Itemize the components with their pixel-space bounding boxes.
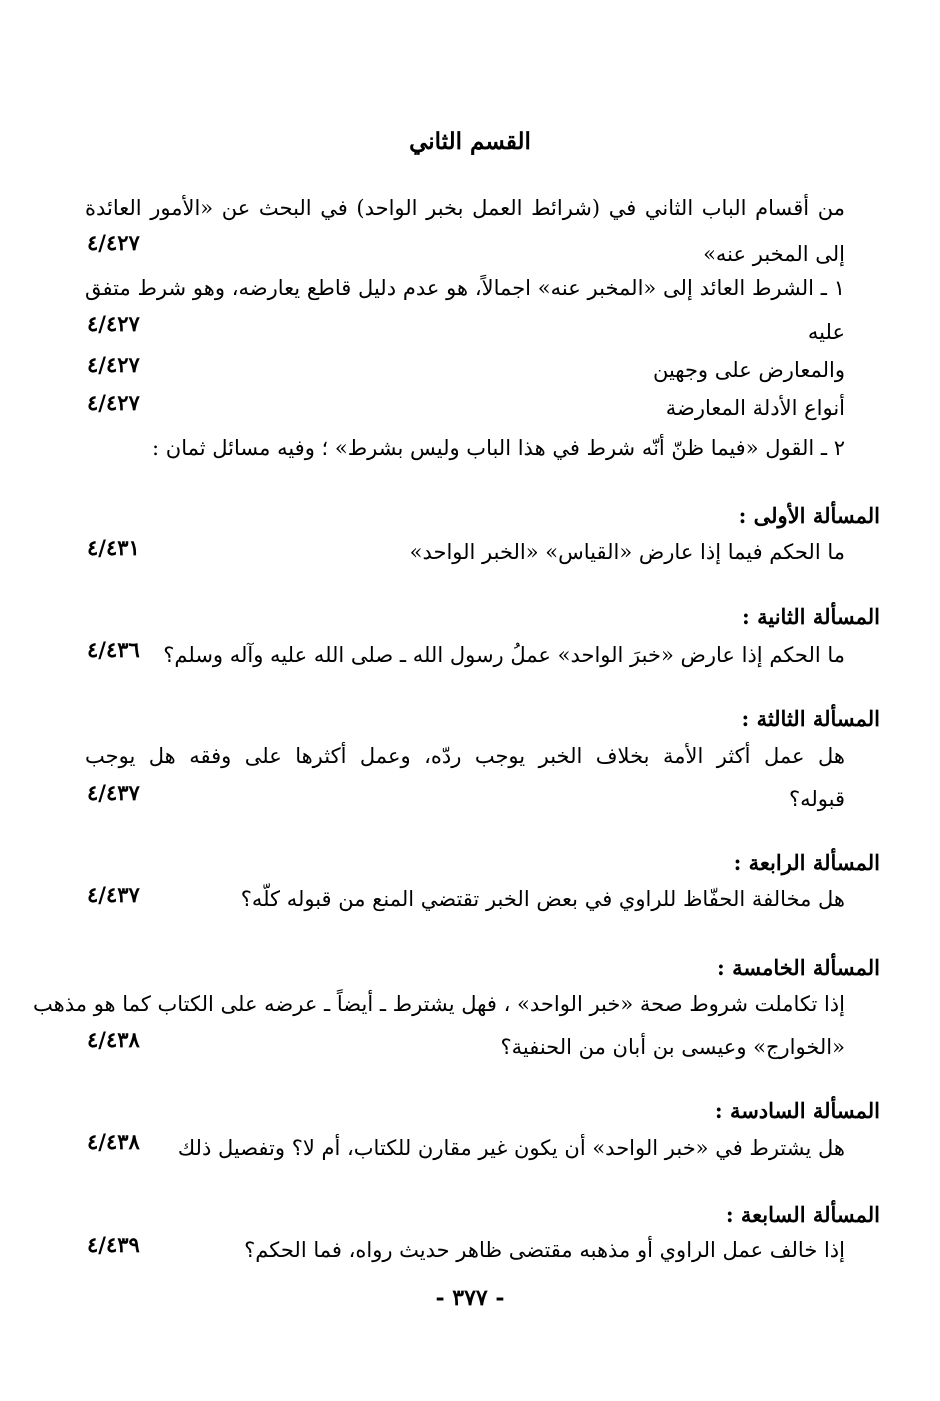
issue-2-line-1: ما الحكم إذا عارض «خبرَ الواحد» عملُ رسول الله ـ صلى الله عليه وآله وسلم؟ <box>163 643 845 667</box>
issue-3-line-1: هل عمل أكثر الأمة بخلاف الخبر يوجب ردّه، وعمل أكثرها على وفقه هل يوجب <box>85 744 845 768</box>
issue-4-heading: المسألة الرابعة : <box>733 850 880 875</box>
types-page-ref: ٤/٤٢٧ <box>87 390 140 415</box>
issue-3-line-2: قبوله؟ <box>788 787 845 811</box>
issue-6-page-ref: ٤/٤٣٨ <box>87 1129 140 1154</box>
opposing-page-ref: ٤/٤٢٧ <box>87 352 140 377</box>
intro-line-1: من أقسام الباب الثاني في (شرائط العمل بخبر الواحد) في البحث عن «الأمور العائدة <box>85 196 845 220</box>
page-number: - ٣٧٧ - <box>435 1285 505 1311</box>
issue-1-line-1: ما الحكم فيما إذا عارض «القياس» «الخبر الواحد» <box>409 540 845 564</box>
issue-4-page-ref: ٤/٤٣٧ <box>87 882 140 907</box>
issue-1-heading: المسألة الأولى : <box>738 503 880 528</box>
issue-1-page-ref: ٤/٤٣١ <box>87 535 140 560</box>
item1-line-1: ١ ـ الشرط العائد إلى «المخبر عنه» اجمالاً، هو عدم دليل قاطع يعارضه، وهو شرط متفق <box>85 276 845 300</box>
issue-3-heading: المسألة الثالثة : <box>741 706 880 731</box>
issue-5-line-2: «الخوارج» وعيسى بن أبان من الحنفية؟ <box>500 1035 845 1059</box>
intro-page-ref: ٤/٤٢٧ <box>87 230 140 255</box>
item1-page-ref: ٤/٤٢٧ <box>87 311 140 336</box>
issue-2-heading: المسألة الثانية : <box>742 604 880 629</box>
issue-6-heading: المسألة السادسة : <box>714 1098 880 1123</box>
issue-7-page-ref: ٤/٤٣٩ <box>87 1232 140 1257</box>
issue-5-heading: المسألة الخامسة : <box>717 955 880 980</box>
issue-7-line-1: إذا خالف عمل الراوي أو مذهبه مقتضى ظاهر حديث رواه، فما الحكم؟ <box>244 1238 845 1262</box>
issue-5-page-ref: ٤/٤٣٨ <box>87 1027 140 1052</box>
issue-7-heading: المسألة السابعة : <box>725 1202 880 1227</box>
item1-line-2: عليه <box>807 320 845 344</box>
item2-line: ٢ ـ القول «فيما ظنّ أنّه شرط في هذا الباب وليس بشرط» ؛ وفيه مسائل ثمان : <box>152 436 845 460</box>
types-line: أنواع الأدلة المعارضة <box>665 396 845 420</box>
issue-5-line-1: إذا تكاملت شروط صحة «خبر الواحد» ، فهل يشترط ـ أيضاً ـ عرضه على الكتاب كما هو مذهب <box>33 992 845 1016</box>
issue-2-page-ref: ٤/٤٣٦ <box>87 637 140 662</box>
intro-line-2: إلى المخبر عنه» <box>703 242 845 266</box>
section-title: القسم الثاني <box>409 128 531 155</box>
issue-3-page-ref: ٤/٤٣٧ <box>87 780 140 805</box>
issue-6-line-1: هل يشترط في «خبر الواحد» أن يكون غير مقارن للكتاب، أم لا؟ وتفصيل ذلك <box>177 1136 845 1160</box>
opposing-line: والمعارض على وجهين <box>652 358 845 382</box>
issue-4-line-1: هل مخالفة الحفّاظ للراوي في بعض الخبر تقتضي المنع من قبوله كلّه؟ <box>240 887 845 911</box>
